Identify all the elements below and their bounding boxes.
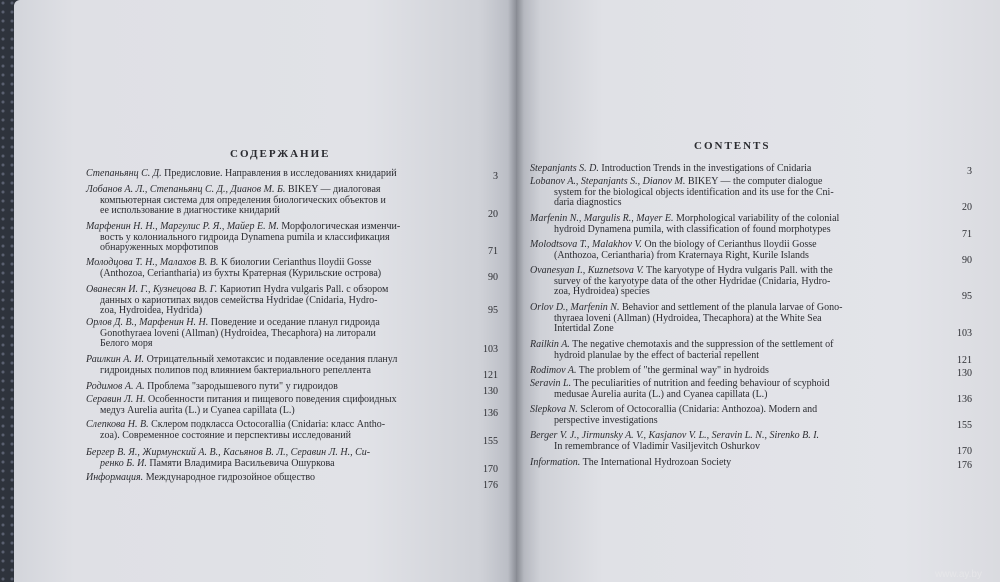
toc-page-number: 130 xyxy=(957,368,972,379)
toc-entry xyxy=(530,214,839,235)
toc-title: Behavior and settlement of the planula larvae of Gono- xyxy=(619,302,843,313)
toc-page-number: 20 xyxy=(962,202,972,213)
toc-entry xyxy=(530,458,731,469)
toc-title: Склером подкласса Octocorallia (Cnidaria: класс Antho- xyxy=(148,419,386,430)
toc-title: system for the biological objects identification and its use for the Cni- xyxy=(554,186,834,198)
page-heading: СОДЕРЖАНИЕ xyxy=(230,148,331,160)
toc-entry-line xyxy=(86,431,385,442)
toc-entry xyxy=(86,382,338,393)
toc-entry-line xyxy=(86,473,315,484)
toc-authors: Слепкова Н. В. xyxy=(86,419,149,430)
toc-page-number: 103 xyxy=(957,328,972,339)
toc-entry-line xyxy=(530,164,811,175)
toc-authors: Lobanov A., Stepanjants S., Dianov M. xyxy=(530,176,686,187)
toc-entry-line xyxy=(530,251,817,262)
toc-page-number: 3 xyxy=(493,171,498,182)
toc-authors: Молодцова Т. Н., Малахов В. В. xyxy=(86,257,219,268)
toc-entry-line xyxy=(530,324,842,335)
watermark: www.ay.by xyxy=(934,569,982,580)
toc-entry-line xyxy=(530,351,833,362)
toc-entry-line xyxy=(530,416,817,427)
toc-entry xyxy=(530,303,842,335)
toc-page-number: 136 xyxy=(483,408,498,419)
toc-title: zoa, Hydroidea) species xyxy=(554,286,650,297)
right-page xyxy=(516,0,1000,582)
toc-title: Памяти Владимира Васильевича Ошуркова xyxy=(146,457,335,469)
toc-entry xyxy=(530,366,769,377)
toc-title: гидроидных полипов под влиянием бактериального репеллента xyxy=(100,364,371,376)
toc-page-number: 71 xyxy=(962,229,972,240)
toc-authors: Orlov D., Marfenin N. xyxy=(530,302,620,313)
toc-entry xyxy=(86,355,397,376)
toc-page-number: 20 xyxy=(488,209,498,220)
toc-page-number: 95 xyxy=(962,291,972,302)
book-gutter xyxy=(508,0,524,582)
toc-entry xyxy=(530,405,817,426)
toc-entry-line xyxy=(86,269,381,280)
toc-title: thyraea loveni (Allman) (Hydroidea, Thecaphora) at the White Sea xyxy=(554,312,822,324)
toc-page-number: 155 xyxy=(957,420,972,431)
toc-title: (Anthozoa, Ceriantharia) из бухты Кратерная (Курильские острова) xyxy=(100,267,382,279)
toc-title: Introduction Trends in the investigations of Cnidaria xyxy=(598,163,812,174)
toc-entry xyxy=(86,169,397,180)
toc-page-number: 103 xyxy=(483,344,498,355)
toc-title: The peculiarities of nutrition and feeding behaviour of scyphoid xyxy=(571,378,830,389)
toc-title: perspective investigations xyxy=(554,414,658,426)
toc-title: zoa). Современное состояние и перспективы исследований xyxy=(100,429,351,441)
toc-authors: Marfenin N., Margulis R., Mayer E. xyxy=(530,213,674,224)
toc-title: Предисловие. Направления в исследованиях книдарий xyxy=(161,168,397,179)
toc-title: hydroid Dynamena pumila, with classification of found morphotypes xyxy=(554,223,831,235)
toc-page-number: 71 xyxy=(488,246,498,257)
toc-entry-line xyxy=(86,459,370,470)
toc-title: Международное гидрозойное общество xyxy=(143,472,316,483)
toc-entry-line xyxy=(86,169,397,180)
toc-entry-line xyxy=(530,458,731,469)
toc-authors: Ованесян И. Г., Кузнецова В. Г. xyxy=(86,284,218,295)
toc-title: hydroid planulae by the effect of bacterial repellent xyxy=(554,349,759,361)
toc-title: обнаруженных морфотипов xyxy=(100,242,219,253)
toc-page-number: 121 xyxy=(483,370,498,381)
toc-page-number: 130 xyxy=(483,386,498,397)
toc-entry-line xyxy=(86,306,388,317)
toc-title: Морфологическая изменчи- xyxy=(278,221,401,232)
toc-authors: Berger V. J., Jirmunsky A. V., Kasjanov V. L., Seravin L. N., Sirenko B. I. xyxy=(530,430,820,441)
toc-page-number: 90 xyxy=(488,272,498,283)
toc-authors: Railkin A. xyxy=(530,339,570,350)
toc-title: ее использование в диагностике книдарий xyxy=(100,205,280,216)
toc-authors: Орлов Д. В., Марфенин Н. Н. xyxy=(86,317,209,328)
toc-title: BIKEY — the computer dialogue xyxy=(685,176,823,187)
toc-authors: Rodimov A. xyxy=(530,365,577,376)
toc-authors: ренко Б. И. xyxy=(100,457,147,469)
toc-entry xyxy=(86,222,400,254)
toc-entry xyxy=(530,379,829,400)
toc-authors: Seravin L. xyxy=(530,378,572,389)
toc-authors: Бергер В. Я., Жирмунский А. В., Касьянов В. Л., Серавин Л. Н., Си- xyxy=(86,447,371,458)
toc-entry-line xyxy=(530,198,834,209)
toc-title: Morphological variability of the colonial xyxy=(673,213,840,224)
toc-authors: Лобанов А. Л., Степаньянц С. Д., Дианов М. Б. xyxy=(86,184,286,195)
toc-entry-line xyxy=(530,287,833,298)
toc-page-number: 176 xyxy=(957,460,972,471)
toc-entry xyxy=(530,240,817,261)
toc-page-number: 176 xyxy=(483,480,498,491)
toc-entry xyxy=(86,318,380,350)
toc-authors: Степаньянц С. Д. xyxy=(86,168,162,179)
toc-authors: Информация. xyxy=(86,472,144,483)
toc-authors: Родимов А. А. xyxy=(86,381,145,392)
toc-page-number: 95 xyxy=(488,305,498,316)
toc-entry xyxy=(86,420,385,441)
toc-authors: Slepkova N. xyxy=(530,404,578,415)
toc-page-number: 121 xyxy=(957,355,972,366)
toc-page-number: 3 xyxy=(967,166,972,177)
toc-title: survey of the karyotype data of the other Hydridae (Cnidaria, Hydro- xyxy=(554,275,831,287)
toc-title: Отрицательный хемотаксис и подавление оседания планул xyxy=(144,354,398,365)
toc-authors: Марфенин Н. Н., Маргулис Р. Я., Майер Е. М. xyxy=(86,221,279,232)
toc-title: Особенности питания и пищевого поведения сцифоидных xyxy=(145,394,397,405)
toc-authors: Ovanesyan I., Kuznetsova V. xyxy=(530,265,644,276)
toc-entry-line xyxy=(86,382,338,393)
toc-entry-line xyxy=(530,225,839,236)
toc-entry xyxy=(86,448,370,469)
toc-entry-line xyxy=(86,366,397,377)
toc-title: On the biology of Cerianthus lloydii Gosse xyxy=(641,239,817,250)
toc-entry-line xyxy=(86,339,380,350)
toc-title: In remembrance of Vladimir Vasiljevitch Oshurkov xyxy=(554,440,760,452)
toc-title: Sclerom of Octocorallia (Cnidaria: Anthozoa). Modern and xyxy=(577,404,818,415)
toc-title: вость у колониального гидроида Dynamena pumila и классификация xyxy=(100,231,390,243)
toc-title: zoa, Hydroidea, Hydrida) xyxy=(100,305,203,316)
toc-entry xyxy=(530,177,834,209)
toc-authors: Molodtsova T., Malakhov V. xyxy=(530,239,642,250)
toc-entry xyxy=(86,185,386,217)
toc-entry xyxy=(86,258,381,279)
toc-entry-line xyxy=(86,243,400,254)
toc-title: (Anthozoa, Ceriantharia) from Kraternaya Right, Kurile Islands xyxy=(554,249,809,261)
toc-entry xyxy=(86,395,397,416)
toc-authors: Stepanjants S. D. xyxy=(530,163,599,174)
toc-title: компьютерная система для определения биологических объектов и xyxy=(100,194,386,206)
toc-title: The karyotype of Hydra vulgaris Pall. with the xyxy=(643,265,833,276)
toc-title: медуз Aurelia aurita (L.) и Cyanea capillata (L.) xyxy=(100,404,295,416)
toc-title: daria diagnostics xyxy=(554,197,622,208)
toc-entry xyxy=(86,473,315,484)
toc-page-number: 155 xyxy=(483,436,498,447)
toc-authors: Information. xyxy=(530,457,581,468)
toc-title: Intertidal Zone xyxy=(554,323,614,334)
toc-page-number: 170 xyxy=(957,446,972,457)
toc-entry-line xyxy=(530,442,819,453)
toc-title: Белого моря xyxy=(100,338,153,349)
toc-entry xyxy=(530,266,833,298)
toc-entry xyxy=(86,285,388,317)
left-page xyxy=(14,0,516,582)
toc-entry-line xyxy=(86,406,397,417)
toc-page-number: 136 xyxy=(957,394,972,405)
toc-title: The negative chemotaxis and the suppression of the settlement of xyxy=(569,339,834,350)
toc-entry-line xyxy=(86,206,386,217)
toc-authors: Серавин Л. Н. xyxy=(86,394,146,405)
page-heading: CONTENTS xyxy=(694,140,771,152)
toc-title: The International Hydrozoan Society xyxy=(580,457,732,468)
toc-entry xyxy=(530,431,819,452)
toc-title: medusae Aurelia aurita (L.) and Cyanea capillata (L.) xyxy=(554,388,768,400)
toc-title: Кариотип Hydra vulgaris Pall. с обзором xyxy=(217,284,389,295)
toc-authors: Раилкин А. И. xyxy=(86,354,145,365)
toc-title: The problem of "the germinal way" in hydroids xyxy=(576,365,769,376)
toc-title: Проблема "зародышевого пути" у гидроидов xyxy=(144,381,338,392)
toc-title: данных о кариотипах видов семейства Hydridae (Cnidaria, Hydro- xyxy=(100,294,378,306)
toc-entry-line xyxy=(530,390,829,401)
toc-title: Gonothyraea loveni (Allman) (Hydroidea, Thecaphora) на литорали xyxy=(100,327,376,339)
toc-entry-line xyxy=(530,366,769,377)
toc-entry xyxy=(530,164,811,175)
toc-title: Поведение и оседание планул гидроида xyxy=(208,317,380,328)
toc-title: BIKEY — диалоговая xyxy=(285,184,381,195)
toc-title: К биологии Cerianthus lloydii Gosse xyxy=(218,257,372,268)
toc-page-number: 90 xyxy=(962,255,972,266)
toc-page-number: 170 xyxy=(483,464,498,475)
toc-entry xyxy=(530,340,833,361)
